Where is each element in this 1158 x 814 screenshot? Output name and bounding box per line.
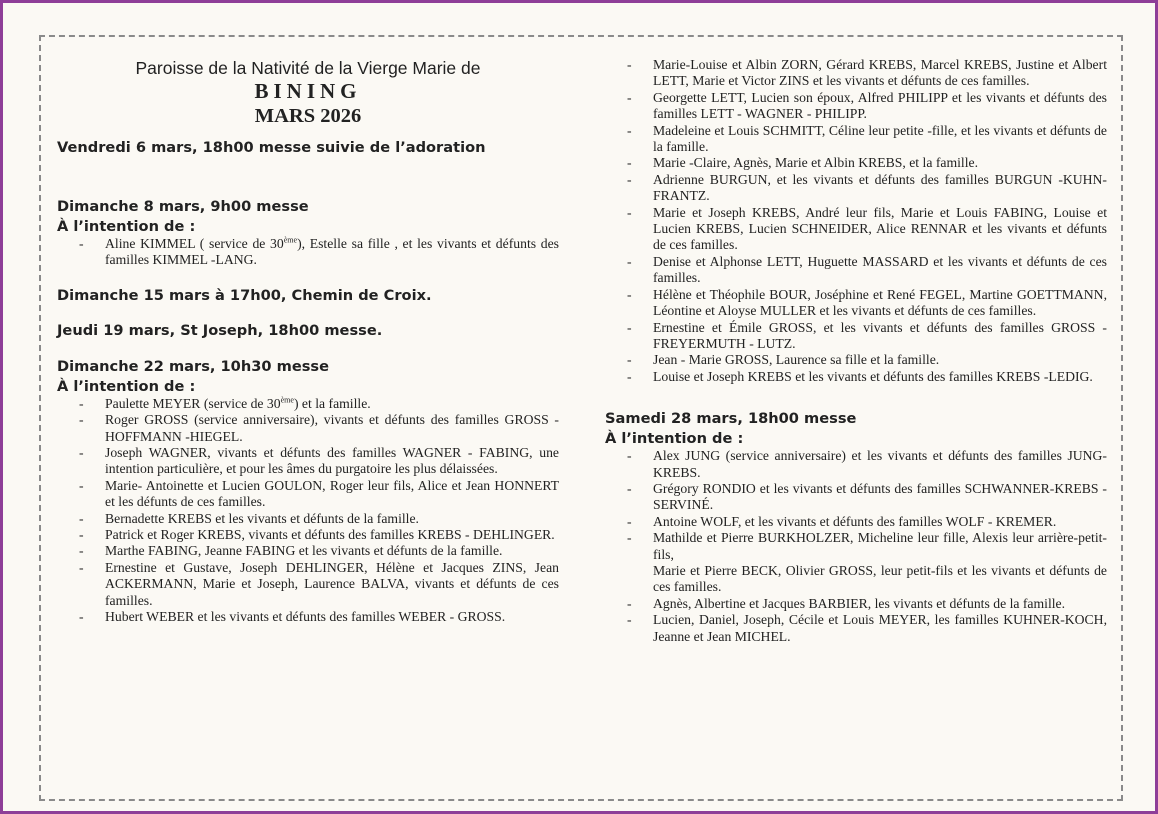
- month-title: MARS 2026: [254, 105, 362, 127]
- intention-item: - Denise et Alphonse LETT, Huguette MASSARD et les vivants et défunts de ces familles.: [605, 254, 1107, 287]
- intention-item: - Marie et Joseph KREBS, André leur fils, Marie et Louis FABING, Louise et Lucien KREBS, Lucien SCHNEIDER, Alice RENNAR et les vivants et défunts de ces familles.: [605, 205, 1107, 254]
- right-column: [605, 37, 1107, 645]
- intention-list-e5-continued: [605, 57, 1107, 385]
- intention-item: - Marie-Louise et Albin ZORN, Gérard KREBS, Marcel KREBS, Justine et Albert LETT, Marie et Victor ZINS et les vivants et défunts de ces familles.: [605, 57, 1107, 90]
- intention-item: - Grégory RONDIO et les vivants et défunts des familles SCHWANNER-KREBS -SERVINÉ.: [605, 481, 1107, 514]
- intention-item: - Ernestine et Émile GROSS, et les vivants et défunts des familles GROSS - FREYERMUTH - LUTZ.: [605, 320, 1107, 353]
- intention-label: À l’intention de :: [57, 377, 196, 395]
- intention-item: - Marie- Antoinette et Lucien GOULON, Roger leur fils, Alice et Jean HONNERT et les défunts de ces familles.: [57, 478, 559, 511]
- event-heading-e2: Dimanche 8 mars, 9h00 messe: [57, 198, 309, 215]
- town-title: BINING: [254, 79, 362, 103]
- intention-item: - Hélène et Théophile BOUR, Joséphine et René FEGEL, Martine GOETTMANN, Léontine et Aloyse MULLER et les vivants et défunts de ces familles.: [605, 287, 1107, 320]
- intention-list-e2: [57, 236, 559, 269]
- left-column: [57, 37, 559, 626]
- event-heading-e5: Dimanche 22 mars, 10h30 messe: [57, 357, 329, 375]
- intention-item: - Joseph WAGNER, vivants et défunts des familles WAGNER - FABING, une intention particulière, et pour les âmes du purgatoire les plus délaissées.: [57, 445, 559, 478]
- intention-label: À l’intention de :: [605, 430, 744, 448]
- intention-item: - Hubert WEBER et les vivants et défunts des familles WEBER - GROSS.: [57, 609, 559, 625]
- intention-item: - Marie -Claire, Agnès, Marie et Albin KREBS, et la famille.: [605, 155, 1107, 171]
- bulletin-border: [39, 35, 1123, 801]
- intention-item: - Marthe FABING, Jeanne FABING et les vivants et défunts de la famille.: [57, 543, 559, 559]
- intention-item: - Mathilde et Pierre BURKHOLZER, Micheline leur fille, Alexis leur arrière-petit-fils, Marie et Pierre BECK, Olivier GROSS, leur petit-fils et les vivants et défunts de ces familles.: [605, 530, 1107, 596]
- intention-item: - Aline KIMMEL ( service de 30ème), Estelle sa fille , et les vivants et défunts des familles KIMMEL -LANG.: [57, 236, 559, 269]
- intention-item: - Alex JUNG (service anniversaire) et les vivants et défunts des familles JUNG-KREBS.: [605, 448, 1107, 481]
- event-heading-e3: Dimanche 15 mars à 17h00, Chemin de Croix.: [57, 286, 432, 304]
- intention-item: - Georgette LETT, Lucien son époux, Alfred PHILIPP et les vivants et défunts des familles LETT - WAGNER - PHILIPP.: [605, 90, 1107, 123]
- intention-item: - Roger GROSS (service anniversaire), vivants et défunts des familles GROSS -HOFFMANN -HIEGEL.: [57, 412, 559, 445]
- intention-item: - Lucien, Daniel, Joseph, Cécile et Louis MEYER, les familles KUHNER-KOCH, Jeanne et Jean MICHEL.: [605, 612, 1107, 645]
- event-heading-e6: Samedi 28 mars, 18h00 messe: [605, 410, 857, 428]
- intention-item: - Antoine WOLF, et les vivants et défunts des familles WOLF - KREMER.: [605, 514, 1107, 530]
- intention-list-e5: [57, 396, 559, 626]
- parish-title: Paroisse de la Nativité de la Vierge Marie de: [135, 58, 481, 78]
- intention-item: - Madeleine et Louis SCHMITT, Céline leur petite -fille, et les vivants et défunts de la famille.: [605, 123, 1107, 156]
- intention-item: - Ernestine et Gustave, Joseph DEHLINGER, Hélène et Jacques ZINS, Jean ACKERMANN, Marie et Joseph, Laurence BALVA, vivants et défunts de ces familles.: [57, 560, 559, 609]
- intention-item: - Adrienne BURGUN, et les vivants et défunts des familles BURGUN -KUHN-FRANTZ.: [605, 172, 1107, 205]
- intention-list-e6: [605, 448, 1107, 645]
- intention-label: À l’intention de :: [57, 218, 196, 235]
- intention-item: - Jean - Marie GROSS, Laurence sa fille et la famille.: [605, 352, 1107, 368]
- intention-item: - Patrick et Roger KREBS, vivants et défunts des familles KREBS - DEHLINGER.: [57, 527, 559, 543]
- event-heading-e1: Vendredi 6 mars, 18h00 messe suivie de l’adoration: [57, 139, 486, 156]
- intention-item: - Bernadette KREBS et les vivants et défunts de la famille.: [57, 511, 559, 527]
- intention-item: - Agnès, Albertine et Jacques BARBIER, les vivants et défunts de la famille.: [605, 596, 1107, 612]
- intention-item: - Paulette MEYER (service de 30ème) et la famille.: [57, 396, 559, 412]
- intention-item: - Louise et Joseph KREBS et les vivants et défunts des familles KREBS -LEDIG.: [605, 369, 1107, 385]
- event-heading-e4: Jeudi 19 mars, St Joseph, 18h00 messe.: [57, 321, 383, 339]
